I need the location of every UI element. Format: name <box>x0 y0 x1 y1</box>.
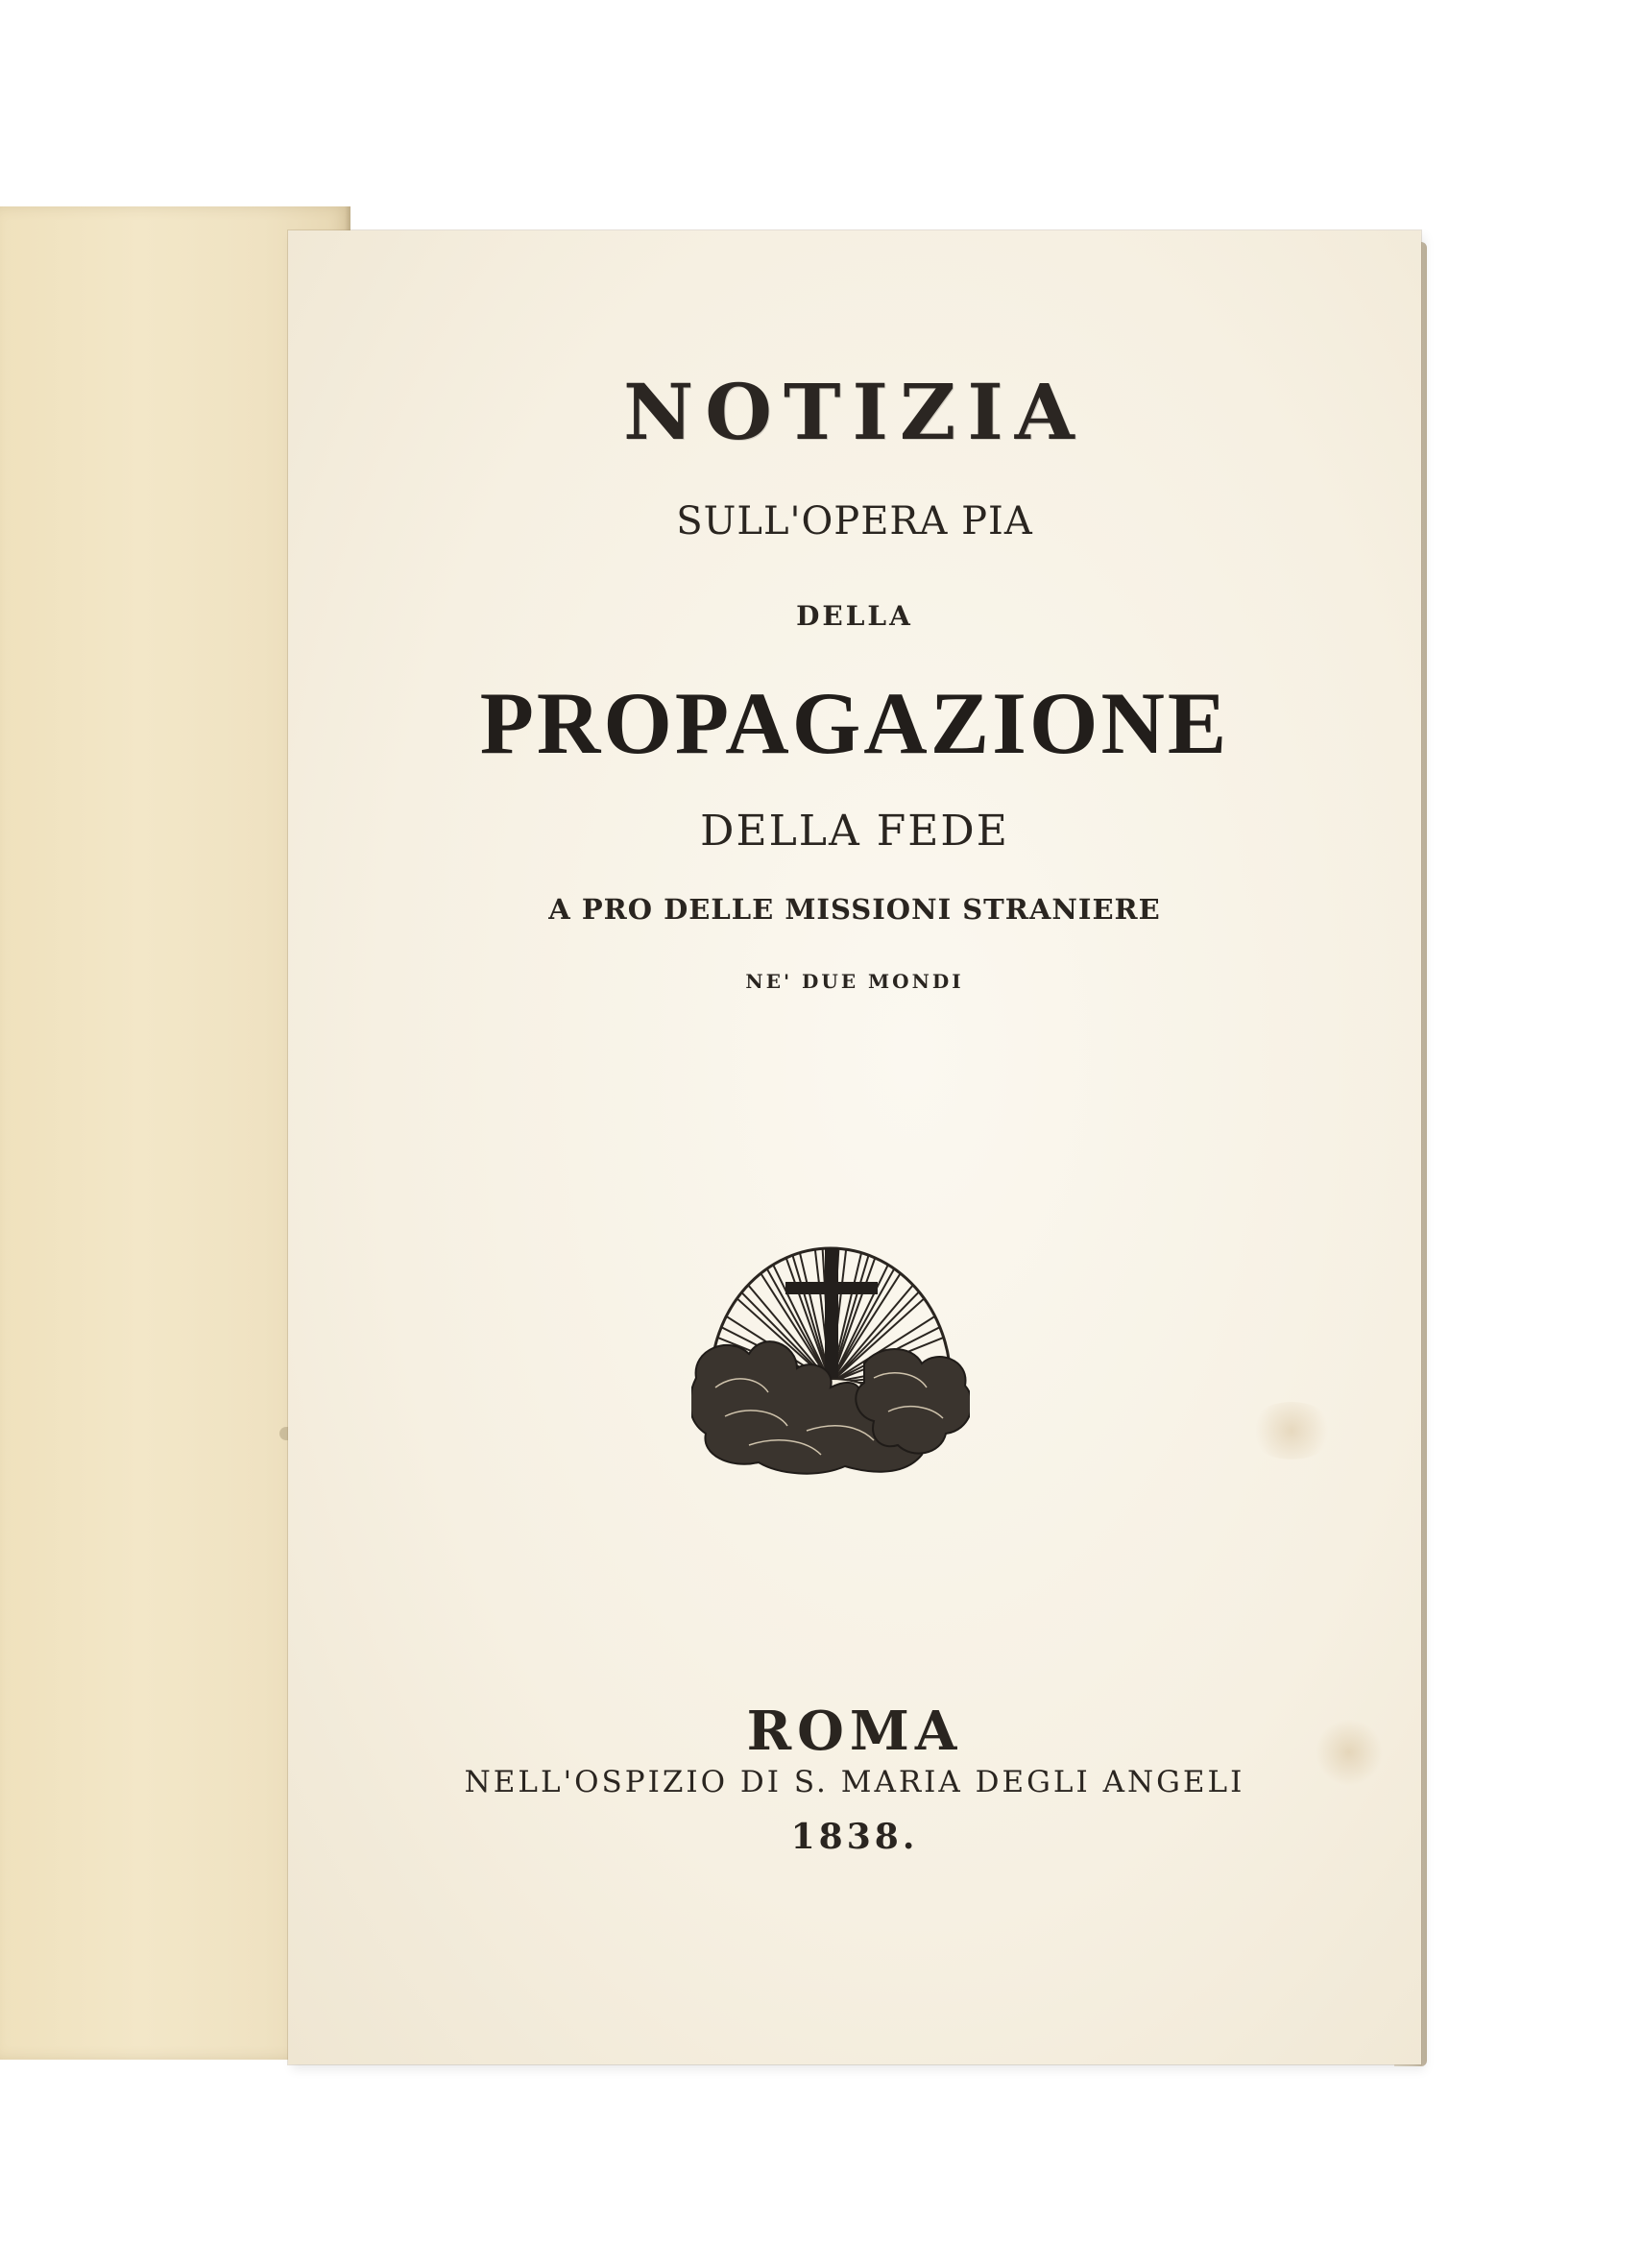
imprint-printer: NELL'OSPIZIO DI S. MARIA DEGLI ANGELI <box>464 1765 1245 1799</box>
subtitle-line-2: DELLA FEDE <box>700 807 1009 856</box>
subtitle-line-3: A PRO DELLE MISSIONI STRANIERE <box>548 893 1161 926</box>
subtitle-connector: DELLA <box>796 600 913 632</box>
subtitle-line-1: SULL'OPERA PIA <box>676 499 1033 543</box>
title-page <box>288 230 1421 2064</box>
main-title: PROPAGAZIONE <box>479 674 1230 772</box>
subtitle-line-4: NE' DUE MONDI <box>745 970 964 993</box>
imprint-year: 1838. <box>790 1817 919 1857</box>
book-title: NOTIZIA <box>623 367 1086 457</box>
imprint-city: ROMA <box>746 1700 963 1763</box>
cross-with-rays-and-clouds-icon <box>691 1215 970 1479</box>
foxing-spot <box>1248 1402 1335 1460</box>
